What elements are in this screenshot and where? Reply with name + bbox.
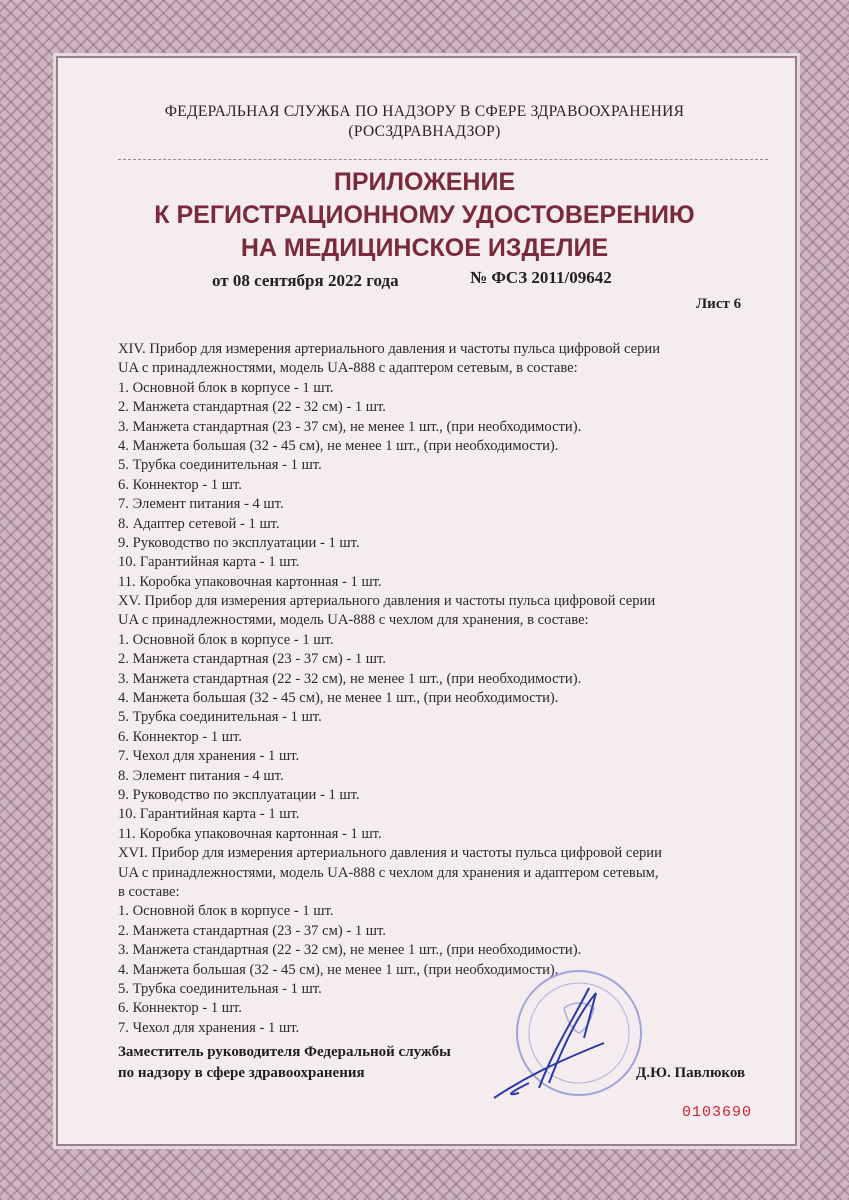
sheet-number: Лист 6 xyxy=(696,296,742,312)
body-line: 11. Коробка упаковочная картонная - 1 шт. xyxy=(118,573,382,590)
body-line: XIV. Прибор для измерения артериального давления и частоты пульса цифровой серии xyxy=(118,341,660,357)
body-line: 6. Коннектор - 1 шт. xyxy=(118,476,242,493)
body-line: 8. Адаптер сетевой - 1 шт. xyxy=(118,515,280,532)
official-stamp-with-signature xyxy=(484,968,644,1118)
agency-name: ФЕДЕРАЛЬНАЯ СЛУЖБА ПО НАДЗОРУ В СФЕРЕ ЗДРАВООХРАНЕНИЯ xyxy=(164,103,685,120)
signatory-name: Д.Ю. Павлюков xyxy=(636,1065,746,1081)
body-line: 2. Манжета стандартная (22 - 32 см) - 1 шт. xyxy=(118,399,386,416)
body-line: 1. Основной блок в корпусе - 1 шт. xyxy=(118,631,334,648)
body-line: XVI. Прибор для измерения артериального давления и частоты пульса цифровой серии xyxy=(118,845,662,862)
signatory-position xyxy=(118,1042,451,1084)
body-line: 11. Коробка упаковочная картонная - 1 шт. xyxy=(118,825,382,842)
body-line: UA с принадлежностями, модель UA-888 с чехлом для хранения и адаптером сетевым, xyxy=(118,864,659,881)
body-line: 3. Манжета стандартная (23 - 37 см), не менее 1 шт., (при необходимости). xyxy=(118,418,582,435)
body-line: 6. Коннектор - 1 шт. xyxy=(118,1000,242,1017)
body-line: 6. Коннектор - 1 шт. xyxy=(118,728,242,745)
body-line: 8. Элемент питания - 4 шт. xyxy=(118,767,284,784)
body-line: 7. Чехол для хранения - 1 шт. xyxy=(118,748,300,765)
signatory-position-line-1: Заместитель руководителя Федеральной службы xyxy=(118,1044,451,1060)
body-line: 1. Основной блок в корпусе - 1 шт. xyxy=(118,903,334,920)
body-line: 3. Манжета стандартная (22 - 32 см), не менее 1 шт., (при необходимости). xyxy=(118,670,582,687)
document-title-line-3: НА МЕДИЦИНСКОЕ ИЗДЕЛИЕ xyxy=(240,234,609,262)
body-line: XV. Прибор для измерения артериального давления и частоты пульса цифровой серии xyxy=(118,593,656,610)
serial-number: 0103690 xyxy=(682,1104,753,1121)
body-line: 9. Руководство по эксплуатации - 1 шт. xyxy=(118,786,360,803)
body-line: в составе: xyxy=(118,883,180,900)
body-line: 9. Руководство по эксплуатации - 1 шт. xyxy=(118,534,360,551)
body-line: 2. Манжета стандартная (23 - 37 см) - 1 шт. xyxy=(118,651,386,668)
registration-number: № ФСЗ 2011/09642 xyxy=(470,268,612,287)
body-line: 5. Трубка соединительная - 1 шт. xyxy=(118,709,322,726)
body-line: 4. Манжета большая (32 - 45 см), не менее 1 шт., (при необходимости). xyxy=(118,961,559,978)
body-line: 3. Манжета стандартная (22 - 32 см), не менее 1 шт., (при необходимости). xyxy=(118,942,582,959)
document-body xyxy=(118,340,778,1038)
signatory-position-line-2: по надзору в сфере здравоохранения xyxy=(118,1065,365,1081)
body-line: 10. Гарантийная карта - 1 шт. xyxy=(118,806,300,823)
body-line: 1. Основной блок в корпусе - 1 шт. xyxy=(118,379,334,396)
document-title-line-1: ПРИЛОЖЕНИЕ xyxy=(333,168,516,196)
body-line: 10. Гарантийная карта - 1 шт. xyxy=(118,554,300,571)
document-date: от 08 сентября 2022 года xyxy=(212,271,399,290)
document-title-line-2: К РЕГИСТРАЦИОННОМУ УДОСТОВЕРЕНИЮ xyxy=(154,201,695,229)
divider xyxy=(118,159,768,160)
body-line: 7. Чехол для хранения - 1 шт. xyxy=(118,1019,300,1036)
body-line: UA с принадлежностями, модель UA-888 с адаптером сетевым, в составе: xyxy=(118,360,578,377)
body-line: 2. Манжета стандартная (23 - 37 см) - 1 шт. xyxy=(118,922,386,939)
agency-header xyxy=(0,102,849,142)
body-line: 4. Манжета большая (32 - 45 см), не менее 1 шт., (при необходимости). xyxy=(118,437,559,454)
agency-short-name: (РОСЗДРАВНАДЗОР) xyxy=(348,123,501,140)
body-line: 5. Трубка соединительная - 1 шт. xyxy=(118,980,322,997)
body-line: UA с принадлежностями, модель UA-888 с чехлом для хранения, в составе: xyxy=(118,612,589,629)
body-line: 4. Манжета большая (32 - 45 см), не менее 1 шт., (при необходимости). xyxy=(118,690,559,707)
body-line: 5. Трубка соединительная - 1 шт. xyxy=(118,457,322,474)
body-line: 7. Элемент питания - 4 шт. xyxy=(118,496,284,513)
